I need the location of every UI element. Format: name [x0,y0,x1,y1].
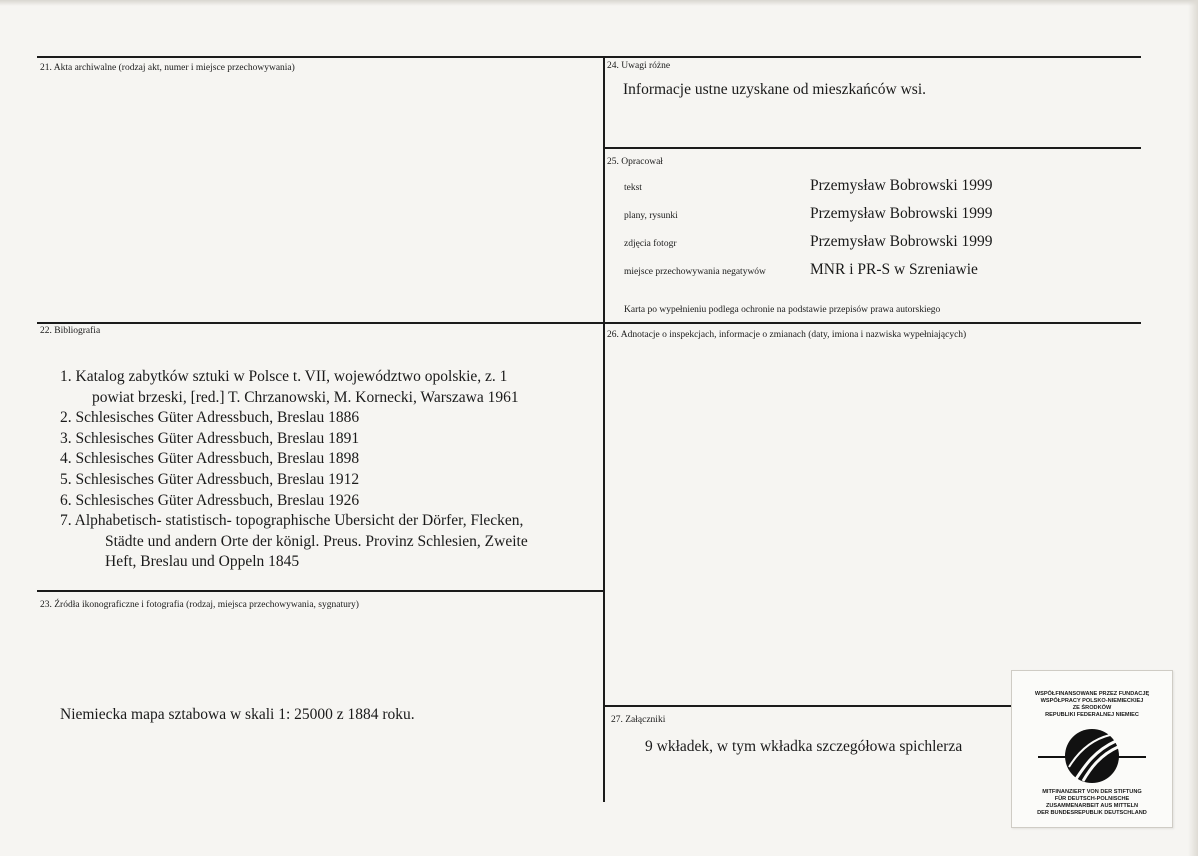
sponsor-line: MITFINANZIERT VON DER STIFTUNG [1042,789,1142,795]
rule-21-22 [37,322,603,324]
rule-24-25 [603,147,1141,149]
top-rule [37,56,1141,58]
sponsor-line: ZE ŚRODKÓW [1072,705,1112,711]
item-text: Alphabetisch- statistisch- topographische Ubersicht der Dörfer, Flecken, [74,512,524,530]
section-27-value: 9 wkładek, w tym wkładka szczegółowa spichlerza [645,738,963,755]
item-text: Katalog zabytków sztuki w Polsce t. VII, województwo opolskie, z. 1 [75,368,508,385]
section-23-label: 23. Źródła ikonograficzne i fotografia (rodzaj, miejsca przechowywania, sygnatury) [40,600,359,610]
section-24-label: 24. Uwagi różne [607,61,671,71]
section-25-row-label: miejsce przechowywania negatywów [624,267,766,277]
list-item [60,491,528,512]
list-item [60,367,528,408]
item-text-continued: powiat brzeski, [red.] T. Chrzanowski, M. Kornecki, Warszawa 1961 [92,388,519,406]
section-22-label: 22. Bibliografia [40,326,101,336]
section-23-value: Niemiecka mapa sztabowa w skali 1: 25000 z 1884 roku. [60,706,415,723]
item-number: 4. [60,450,72,468]
section-25-row-label: plany, rysunki [624,211,678,221]
list-item [60,429,528,450]
item-number: 1. [60,368,72,385]
sponsor-line: DER BUNDESREPUBLIK DEUTSCHLAND [1037,810,1147,816]
item-text: Schlesisches Güter Adressbuch, Breslau 1912 [75,470,360,488]
item-number: 6. [60,491,72,509]
rule-22-23 [37,590,603,592]
list-item [60,449,528,470]
sponsor-line: REPUBLIKI FEDERALNEJ NIEMIEC [1045,712,1139,718]
sponsor-line: FÜR DEUTSCH-POLNISCHE [1054,796,1130,802]
item-text: Schlesisches Güter Adressbuch, Breslau 1886 [75,409,360,427]
section-25-row-value: Przemysław Bobrowski 1999 [810,205,993,222]
section-25-row-value: Przemysław Bobrowski 1999 [810,177,993,194]
road-circle-logo-icon [1036,727,1148,785]
sponsor-line: WSPÓŁFINANSOWANE PRZEZ FUNDACJĘ [1034,691,1150,697]
section-25-row-value: Przemysław Bobrowski 1999 [810,233,993,250]
sponsor-text-polish [1012,691,1172,719]
item-text: Schlesisches Güter Adressbuch, Breslau 1898 [75,450,360,468]
section-25-label: 25. Opracował [607,157,663,167]
sponsor-line: ZUSAMMENARBEIT AUS MITTELN [1045,803,1139,809]
section-26-label: 26. Adnotacje o inspekcjach, informacje o zmianach (daty, imiona i nazwiska wypełniających) [607,330,967,340]
item-text: Schlesisches Güter Adressbuch, Breslau 1891 [75,429,360,447]
item-text: Schlesisches Güter Adressbuch, Breslau 1926 [75,491,360,509]
item-number: 5. [60,470,72,488]
item-number: 7. [60,512,72,530]
item-number: 3. [60,429,72,447]
sponsor-text-german [1012,789,1172,817]
bibliography-list [60,367,528,573]
section-25-row-value: MNR i PR-S w Szreniawie [810,261,978,278]
section-27-label: 27. Załączniki [611,715,666,725]
section-21-label: 21. Akta archiwalne (rodzaj akt, numer i miejsce przechowywania) [40,63,295,73]
item-number: 2. [60,409,72,427]
copyright-note: Karta po wypełnieniu podlega ochronie na podstawie przepisów prawa autorskiego [624,305,941,315]
section-25-row-label: zdjęcia fotogr [624,239,677,249]
section-25-row-label: tekst [624,183,642,193]
item-text-continued: Städte und andern Orte der königl. Preus. Provinz Schlesien, Zweite [105,532,528,550]
list-item [60,408,528,429]
list-item [60,470,528,491]
rule-25-26 [603,322,1141,324]
rule-26-27 [603,705,1011,707]
list-item [60,511,528,573]
sponsor-line: WSPÓŁPRACY POLSKO-NIEMIECKIEJ [1040,698,1144,704]
section-24-value: Informacje ustne uzyskane od mieszkańców wsi. [623,81,927,98]
center-divider [603,56,605,802]
item-text-continued: Heft, Breslau und Oppeln 1845 [105,553,300,571]
sponsor-stamp [1011,670,1173,828]
